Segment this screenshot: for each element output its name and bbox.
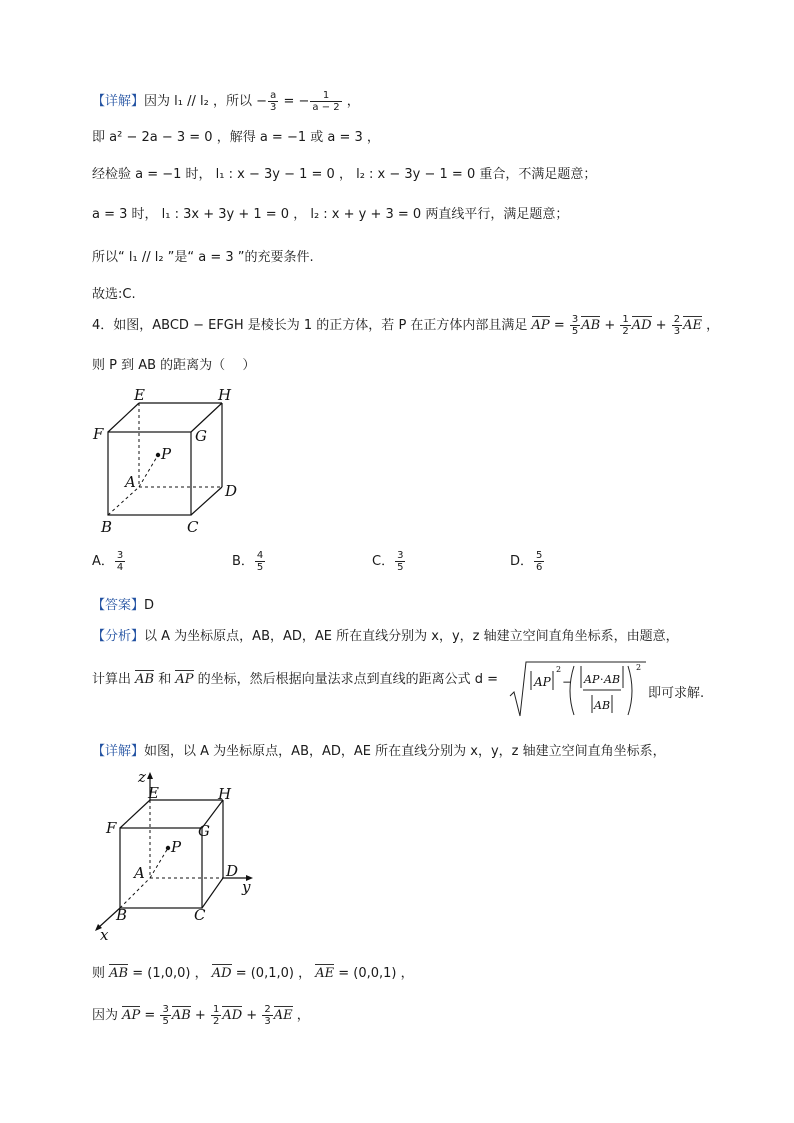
vector-ad: AD (222, 1008, 243, 1023)
detail2-tag: 【详解】 (92, 744, 145, 759)
cube-front-face (120, 828, 202, 908)
label-b: B (101, 518, 113, 536)
vector-ap: AP (531, 318, 550, 333)
analysis-line-1 (92, 625, 679, 644)
text: + (651, 318, 671, 333)
text: 和 (154, 672, 176, 687)
label-y: y (242, 878, 251, 896)
detail2-line-1 (92, 740, 666, 759)
vector-coordinates-line (92, 962, 414, 981)
answer-line (92, 594, 154, 613)
detail-tag: 【详解】 (92, 94, 145, 109)
label-f: F (106, 819, 117, 837)
detail-line-3: 经检验 a = −1 时， l₁ : x − 3y − 1 = 0 ， l₂ : x − 3y − 1 = 0 重合，不满足题意； (92, 167, 597, 182)
formula-square-outer: 2 (636, 663, 642, 672)
label-e: E (148, 784, 159, 802)
text: + (242, 1008, 262, 1023)
fraction: $\frac{1}{2}$ (622, 314, 629, 337)
cube-edge-cd (202, 878, 223, 908)
label-z: z (138, 770, 146, 786)
vector-ab: AB (135, 672, 155, 687)
text: 则 (92, 966, 110, 981)
question-4-ask: 则 P 到 AB 的距离为（ ） (92, 358, 256, 373)
cube-edge-fe (120, 800, 150, 828)
label-p: P (161, 445, 172, 463)
vector-ae: AE (273, 1008, 293, 1023)
answer-tag: 【答案】 (92, 598, 145, 613)
label-e: E (134, 386, 145, 404)
label-d: D (225, 482, 238, 500)
fraction: $\frac{1}{2}$ (212, 1004, 220, 1027)
label-c: C (187, 518, 199, 536)
detail-line-1 (92, 90, 360, 113)
cube-hidden-ba (120, 878, 150, 908)
formula-minus: − (562, 675, 573, 689)
cube-hidden-ap (139, 455, 158, 487)
vector-ad: AD (211, 966, 232, 981)
label-c: C (194, 906, 206, 924)
vector-ad: AD (631, 318, 652, 333)
label-x: x (100, 926, 109, 942)
analysis-line-2-end: 即可求解. (648, 686, 705, 701)
fraction: $\frac{3}{5}$ (397, 550, 404, 573)
because-line (92, 1004, 310, 1027)
text: = − (279, 94, 310, 109)
text: 计算出 (92, 672, 136, 687)
text: 如图，以 A 为坐标原点，AB，AD，AE 所在直线分别为 x，y，z 轴建立空间直角坐标系， (144, 744, 666, 759)
vector-ae: AE (683, 318, 702, 333)
text: = (1,0,0) ， (128, 966, 212, 981)
label-g: G (198, 822, 210, 840)
fraction: $\frac{5}{6}$ (536, 550, 543, 573)
detail-line-5: 所以“ l₁ // l₂ ”是“ a = 3 ”的充要条件. (92, 250, 314, 265)
fraction: $\frac{2}{3}$ (264, 1004, 271, 1027)
formula-square: 2 (556, 665, 562, 674)
fraction: $\frac{4}{5}$ (256, 550, 264, 573)
text: ， (292, 1008, 310, 1023)
label-f: F (93, 425, 104, 443)
fraction: $\frac{3}{5}$ (571, 314, 579, 337)
axis-z-arrow (147, 772, 153, 779)
option-d: D． $\frac{5}{6}$ (510, 550, 543, 573)
answer-value: D (144, 598, 155, 613)
vector-ap: AP (122, 1008, 141, 1023)
fraction: $\frac{1}{a - 2}$ (312, 90, 340, 113)
text: ， (342, 94, 360, 109)
cube-figure-2 (88, 770, 268, 942)
label-p: P (171, 838, 182, 856)
text: 4．如图，ABCD − EFGH 是棱长为 1 的正方体，若 P 在正方体内部且满足 (92, 318, 532, 333)
label-h: H (218, 386, 232, 404)
fraction: $\frac{a}{3}$ (269, 90, 277, 113)
text: = (0,0,1) ， (334, 966, 414, 981)
label-d: D (226, 862, 239, 880)
formula-dot: · (600, 673, 604, 686)
vector-ae: AE (315, 966, 335, 981)
label-a: A (134, 864, 145, 882)
text: 因为 (92, 1008, 123, 1023)
formula-ab: AB (604, 673, 621, 686)
text: 以 A 为坐标原点，AB，AD，AE 所在直线分别为 x，y，z 轴建立空间直角坐标系，由题意， (144, 629, 679, 644)
detail-line-4: a = 3 时， l₁ : 3x + 3y + 1 = 0 ， l₂ : x + y + 3 = 0 两直线平行，满足题意； (92, 207, 569, 222)
detail-line-2: 即 a² − 2a − 3 = 0 ，解得 a = −1 或 a = 3 ， (92, 130, 380, 145)
text: = (549, 318, 569, 333)
detail-line-6: 故选:C. (92, 287, 136, 302)
formula-ap: AP (534, 675, 551, 689)
vector-ab: AB (109, 966, 129, 981)
text: = (0,1,0) ， (231, 966, 316, 981)
text: = (140, 1008, 160, 1023)
fraction: $\frac{3}{5}$ (162, 1004, 169, 1027)
formula-ab2: AB (594, 699, 611, 712)
text: 的坐标，然后根据向量法求点到直线的距离公式 d = (193, 672, 499, 687)
text: + (600, 318, 620, 333)
formula-ap2: AP (584, 673, 600, 686)
vector-ap: AP (175, 672, 194, 687)
option-c: C． $\frac{3}{5}$ (372, 550, 404, 573)
label-h: H (218, 785, 232, 803)
cube-edge-fe (108, 403, 139, 432)
option-a: A． $\frac{3}{4}$ (92, 550, 124, 573)
cube-hidden-ap (150, 848, 168, 878)
vector-ab: AB (581, 318, 601, 333)
analysis-line-2 (92, 668, 498, 687)
distance-formula (508, 658, 648, 720)
cube-front-face (108, 432, 191, 515)
fraction: $\frac{3}{4}$ (116, 550, 124, 573)
text: 因为 l₁ // l₂ ，所以 − (144, 94, 267, 109)
label-b: B (116, 906, 128, 924)
point-p (166, 846, 170, 850)
option-b: B． $\frac{4}{5}$ (232, 550, 264, 573)
label-g: G (195, 427, 207, 445)
text: + (190, 1008, 210, 1023)
cube-hidden-ba (108, 487, 139, 515)
text: ， (701, 318, 720, 333)
fraction: $\frac{2}{3}$ (673, 314, 681, 337)
cube-edge-cd (191, 487, 222, 515)
analysis-tag: 【分析】 (92, 629, 145, 644)
label-a: A (125, 473, 136, 491)
question-4-stem (92, 314, 719, 337)
vector-ab: AB (171, 1008, 191, 1023)
point-p (156, 453, 160, 457)
cube-figure-1 (88, 383, 248, 538)
